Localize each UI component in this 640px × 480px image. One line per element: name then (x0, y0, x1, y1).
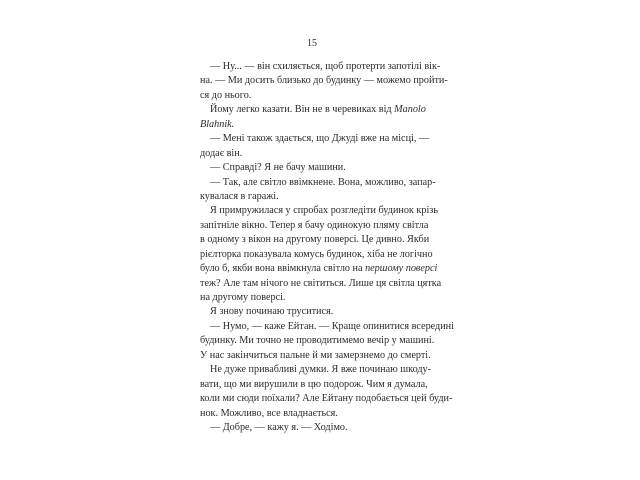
text-line-content: на другому поверсі. (200, 292, 286, 303)
text-line (200, 277, 442, 291)
page-number: 15 (307, 38, 317, 49)
text-line-content: на. — Ми досить близько до будинку — можемо пройти- (200, 75, 448, 87)
text-line-content: У нас закінчиться пальне й ми замерзнемо до смерті. (200, 349, 431, 361)
italic-text: Blahnik. (200, 118, 235, 130)
text-line (200, 190, 424, 204)
text-line-content: було б, якби вона ввімкнула світло на (200, 263, 366, 275)
text-line (200, 219, 429, 233)
text-line (200, 103, 424, 117)
text-line (200, 421, 424, 435)
text-line-content: в одному з вікон на другому поверсі. Це дивно. Якби (200, 234, 430, 246)
text-line-content: запітніле вікно. Тепер я бачу одинокую пляму світла (200, 219, 429, 231)
text-line-content: вати, що ми вирушили в цю подорож. Чим я думала, (200, 378, 428, 390)
text-line-content: — Так, але світло ввімкнене. Вона, можливо, запар- (210, 176, 436, 188)
italic-text: першому поверсі (365, 263, 438, 275)
text-line (200, 363, 432, 377)
text-line (200, 305, 424, 319)
text-line (200, 349, 431, 363)
italic-text: Manolo (394, 104, 426, 116)
text-line-content: будинку. Ми точно не проводитимемо вечір у машині. (200, 335, 435, 347)
text-line-content: додає він. (200, 147, 243, 159)
text-line (200, 320, 454, 334)
text-line (200, 74, 448, 88)
text-line-content: рієлторка показувала комусь будинок, хіба не логічно (200, 248, 433, 260)
text-line (200, 291, 424, 305)
text-line-content: ся до нього. (200, 89, 252, 101)
text-line (200, 407, 424, 421)
text-line (200, 248, 433, 262)
text-line (200, 161, 424, 175)
text-line-content: Я знову починаю труситися. (210, 306, 334, 318)
text-line-content: коли ми сюди поїхали? Але Ейтану подобається цей буди- (200, 393, 453, 405)
text-line (200, 176, 436, 190)
text-line (200, 60, 441, 74)
text-line (200, 262, 438, 276)
text-line-content: Йому легко казати. Він не в черевиках від (210, 104, 395, 116)
text-line-content: — Добре, — кажу я. — Ходімо. (210, 421, 348, 433)
text-line (200, 89, 424, 103)
text-line-content: кувалася в гаражі. (200, 190, 279, 202)
text-line-content: — Справді? Я не бачу машини. (210, 162, 346, 174)
text-line (200, 334, 435, 348)
text-line-content: Я примружилася у спробах розгледіти будинок крізь (210, 205, 438, 217)
text-line-content: нок. Можливо, все владнається. (200, 407, 338, 419)
text-line (200, 204, 438, 218)
text-line (200, 118, 424, 132)
page-body-text (200, 60, 454, 435)
text-line-content: — Мені також здається, що Джуді вже на місці, — (210, 133, 430, 145)
text-line (200, 147, 424, 161)
text-line (200, 378, 428, 392)
text-line-content: — Ну... — він схиляється, щоб протерти запотілі вік- (210, 61, 441, 72)
text-line-content: теж? Але там нічого не світиться. Лише ця світла цятка (200, 277, 442, 289)
text-line (200, 233, 430, 247)
text-line (200, 392, 453, 406)
text-line (200, 132, 430, 146)
text-line-content: Не дуже привабливі думки. Я вже починаю шкоду- (210, 364, 432, 376)
text-line-content: — Нумо, — каже Ейтан. — Краще опинитися всередині (210, 320, 454, 332)
